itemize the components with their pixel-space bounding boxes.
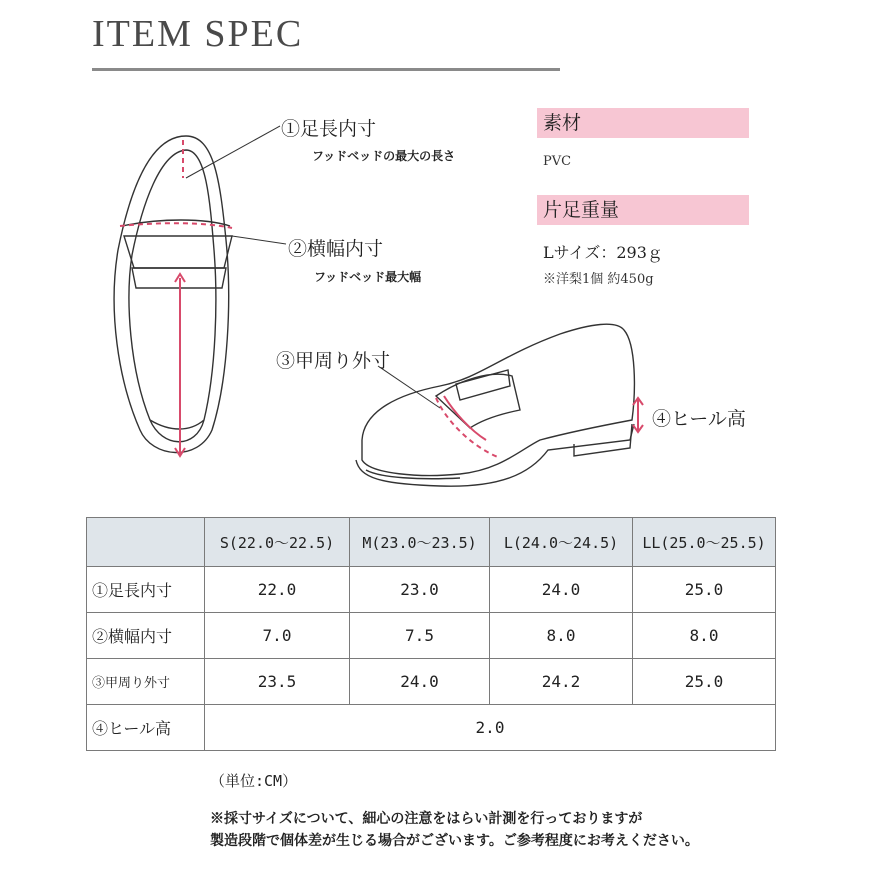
label-width: ②横幅内寸 bbox=[288, 238, 384, 260]
label-heel-height: ④ヒール高 bbox=[652, 408, 746, 430]
table-row bbox=[87, 659, 776, 705]
table-header-corner bbox=[87, 518, 205, 567]
top-view-callout-lines bbox=[186, 126, 286, 244]
unit-label: （単位:CM） bbox=[210, 772, 298, 790]
table-row-label: ③甲周り外寸 bbox=[87, 659, 205, 705]
table-row bbox=[87, 705, 776, 751]
table-cell: 25.0 bbox=[633, 659, 776, 705]
top-view-measure-lines bbox=[120, 140, 232, 456]
table-row-label: ②横幅内寸 bbox=[87, 613, 205, 659]
size-table bbox=[86, 517, 776, 751]
table-header-size-ll: LL(25.0～25.5) bbox=[633, 518, 776, 567]
material-heading: 素材 bbox=[537, 108, 749, 138]
table-cell: 8.0 bbox=[490, 613, 633, 659]
label-foot-length-sub: フッドベッドの最大の長さ bbox=[312, 149, 456, 163]
top-view-shoe-illustration bbox=[114, 136, 232, 453]
table-cell: 24.0 bbox=[490, 567, 633, 613]
label-instep: ③甲周り外寸 bbox=[276, 350, 391, 372]
note-line-2: 製造段階で個体差が生じる場合がございます。ご参考程度にお考えください。 bbox=[210, 833, 699, 849]
weight-value: Lサイズ：293ｇ bbox=[543, 243, 663, 262]
material-value: PVC bbox=[543, 154, 572, 169]
table-row bbox=[87, 567, 776, 613]
table-cell: 23.0 bbox=[350, 567, 490, 613]
side-view-shoe-illustration bbox=[356, 324, 634, 486]
table-row-label: ①足長内寸 bbox=[87, 567, 205, 613]
weight-heading: 片足重量 bbox=[537, 195, 749, 225]
table-cell: 7.5 bbox=[350, 613, 490, 659]
table-header-size-l: L(24.0～24.5) bbox=[490, 518, 633, 567]
label-foot-length: ①足長内寸 bbox=[281, 118, 377, 140]
page-title: ITEM SPEC bbox=[92, 13, 304, 55]
table-cell: 23.5 bbox=[205, 659, 350, 705]
table-cell: 24.0 bbox=[350, 659, 490, 705]
table-cell: 25.0 bbox=[633, 567, 776, 613]
table-cell: 24.2 bbox=[490, 659, 633, 705]
table-cell-merged: 2.0 bbox=[205, 705, 776, 751]
table-header-size-s: S(22.0～22.5) bbox=[205, 518, 350, 567]
side-view-measure-lines bbox=[436, 396, 643, 458]
table-row-label: ④ヒール高 bbox=[87, 705, 205, 751]
note-line-1: ※採寸サイズについて、細心の注意をはらい計測を行っておりますが bbox=[210, 811, 643, 827]
weight-note: ※洋梨1個 約450g bbox=[543, 272, 654, 287]
table-cell: 7.0 bbox=[205, 613, 350, 659]
table-cell: 22.0 bbox=[205, 567, 350, 613]
table-cell: 8.0 bbox=[633, 613, 776, 659]
table-row bbox=[87, 613, 776, 659]
table-header-size-m: M(23.0～23.5) bbox=[350, 518, 490, 567]
table-header-row bbox=[87, 518, 776, 567]
label-width-sub: フッドベッド最大幅 bbox=[314, 270, 422, 284]
